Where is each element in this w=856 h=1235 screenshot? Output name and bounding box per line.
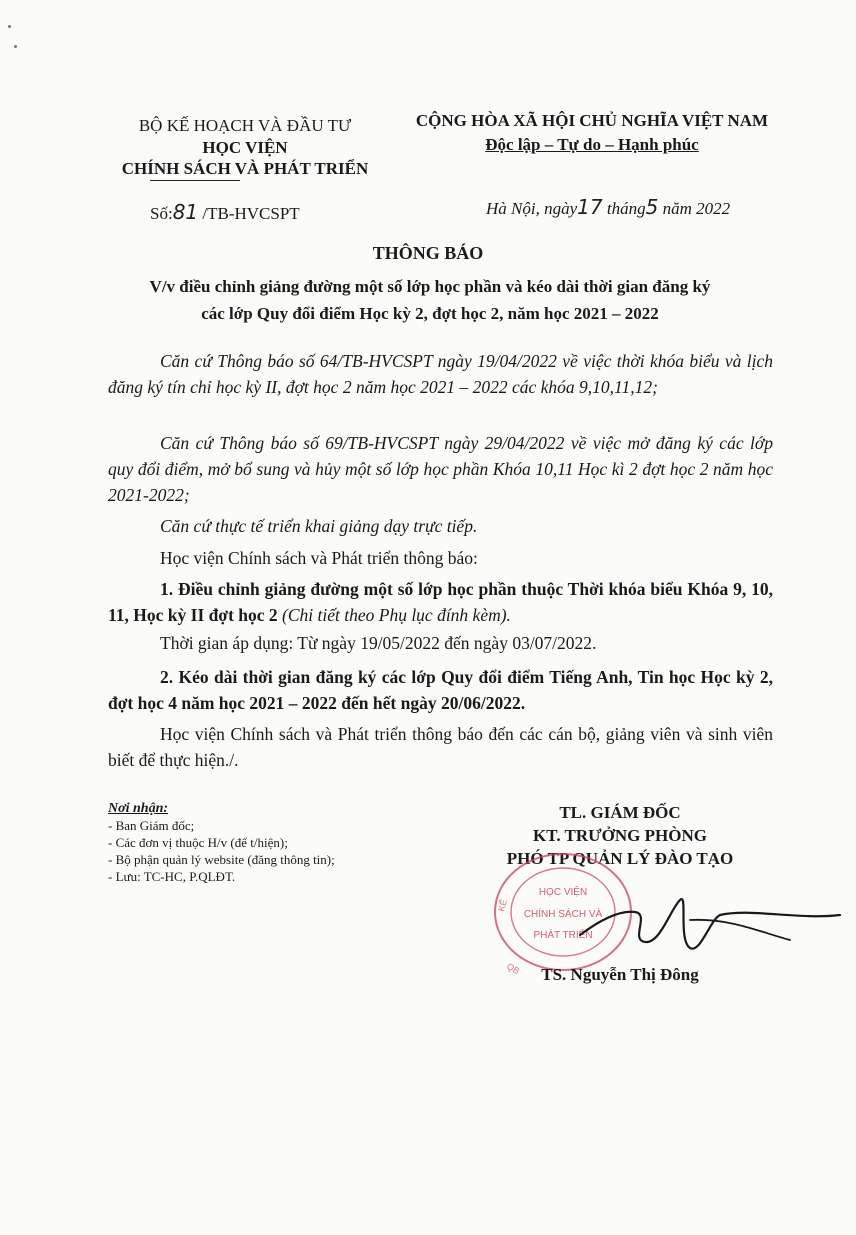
month-handwritten: 5 — [645, 195, 659, 219]
document-title: THÔNG BÁO — [372, 243, 484, 263]
svg-text:KẾ: KẾ — [496, 898, 510, 913]
recipient-item: - Các đơn vị thuộc H/v (để t/hiện); — [108, 835, 288, 850]
recipient-item: - Bộ phận quản lý website (đăng thông tin); — [108, 852, 335, 867]
announce-paragraph: Học viện Chính sách và Phát triển thông báo: — [160, 548, 478, 568]
place-date — [486, 195, 730, 219]
item-1-time: Thời gian áp dụng: Từ ngày 19/05/2022 đến ngày 03/07/2022. — [160, 633, 597, 653]
basis-paragraph-2: Căn cứ Thông báo số 69/TB-HVCSPT ngày 29/04/2022 về việc mở đăng ký các lớp quy đổi điểm, mở bổ sung và hủy một số lớp học phần Khóa 10,11 Học kì 2 đợt học 2 năm học 2021-2022; — [108, 433, 773, 505]
item-1 — [108, 576, 773, 628]
doc-number-suffix: /TB-HVCSPT — [202, 204, 300, 223]
document-subject — [60, 273, 800, 327]
national-motto — [392, 134, 792, 156]
ministry-name: BỘ KẾ HOẠCH VÀ ĐẦU TƯ — [138, 116, 352, 135]
signature-line2: KT. TRƯỞNG PHÒNG — [533, 826, 707, 845]
year-text: năm 2022 — [662, 199, 731, 218]
day-handwritten: 17 — [577, 195, 603, 219]
recipients-block — [108, 800, 335, 885]
signer-name: TS. Nguyễn Thị Đông — [541, 965, 699, 984]
item-1-bold: 1. Điều chỉnh giảng đường một số lớp học phần thuộc Thời khóa biểu Khóa 9, 10, 11, Học kỳ II đợt học 2 — [108, 579, 773, 625]
recipients-heading: Nơi nhận: — [108, 801, 169, 816]
place-date-prefix: Hà Nội, ngày — [486, 199, 578, 218]
basis-paragraph-3: Căn cứ thực tế triển khai giảng dạy trực tiếp. — [160, 516, 478, 536]
country-name: CỘNG HÒA XÃ HỘI CHỦ NGHĨA VIỆT NAM — [415, 111, 769, 130]
subject-line2: các lớp Quy đổi điểm Học kỳ 2, đợt học 2, năm học 2021 – 2022 — [201, 304, 659, 323]
svg-text:CHÍNH SÁCH VÀ: CHÍNH SÁCH VÀ — [523, 909, 603, 920]
national-motto-text: Độc lập – Tự do – Hạnh phúc — [485, 135, 699, 154]
item-1-italic: (Chi tiết theo Phụ lục đính kèm). — [282, 605, 511, 625]
handwritten-signature — [560, 880, 850, 960]
svg-text:QB: QB — [505, 961, 522, 977]
signature-line1: TL. GIÁM ĐỐC — [559, 803, 681, 822]
svg-text:HỌC VIỆN: HỌC VIỆN — [538, 887, 588, 898]
scan-speck — [14, 45, 17, 48]
doc-number-handwritten: 81 — [172, 200, 199, 224]
signature-line3: PHÓ TP QUẢN LÝ ĐÀO TẠO — [506, 849, 734, 868]
doc-number-prefix: Số: — [150, 204, 173, 223]
header-divider-left — [150, 180, 240, 181]
institute-line2: CHÍNH SÁCH VÀ PHÁT TRIỂN — [121, 159, 369, 178]
closing-paragraph: Học viện Chính sách và Phát triển thông báo đến các cán bộ, giảng viên và sinh viên biết để thực hiện./. — [108, 724, 773, 770]
month-word: tháng — [606, 199, 646, 218]
item-2: 2. Kéo dài thời gian đăng ký các lớp Quy đổi điểm Tiếng Anh, Tin học Học kỳ 2, đợt học 4 năm học 2021 – 2022 đến hết ngày 20/06/2022. — [108, 667, 773, 713]
basis-paragraph-1: Căn cứ Thông báo số 64/TB-HVCSPT ngày 19/04/2022 về việc thời khóa biểu và lịch đăng ký tín chỉ học kỳ II, đợt học 2 năm học 2021 – 2022 các khóa 9,10,11,12; — [108, 351, 773, 397]
recipient-item: - Ban Giám đốc; — [108, 818, 195, 833]
recipient-item: - Lưu: TC-HC, P.QLĐT. — [108, 869, 236, 884]
svg-text:PHÁT TRIỂN: PHÁT TRIỂN — [533, 930, 593, 941]
scan-speck — [8, 25, 11, 28]
document-number — [150, 200, 300, 224]
subject-line1: V/v điều chỉnh giảng đường một số lớp học phần và kéo dài thời gian đăng ký — [149, 277, 711, 296]
institute-line1: HỌC VIỆN — [202, 138, 288, 157]
